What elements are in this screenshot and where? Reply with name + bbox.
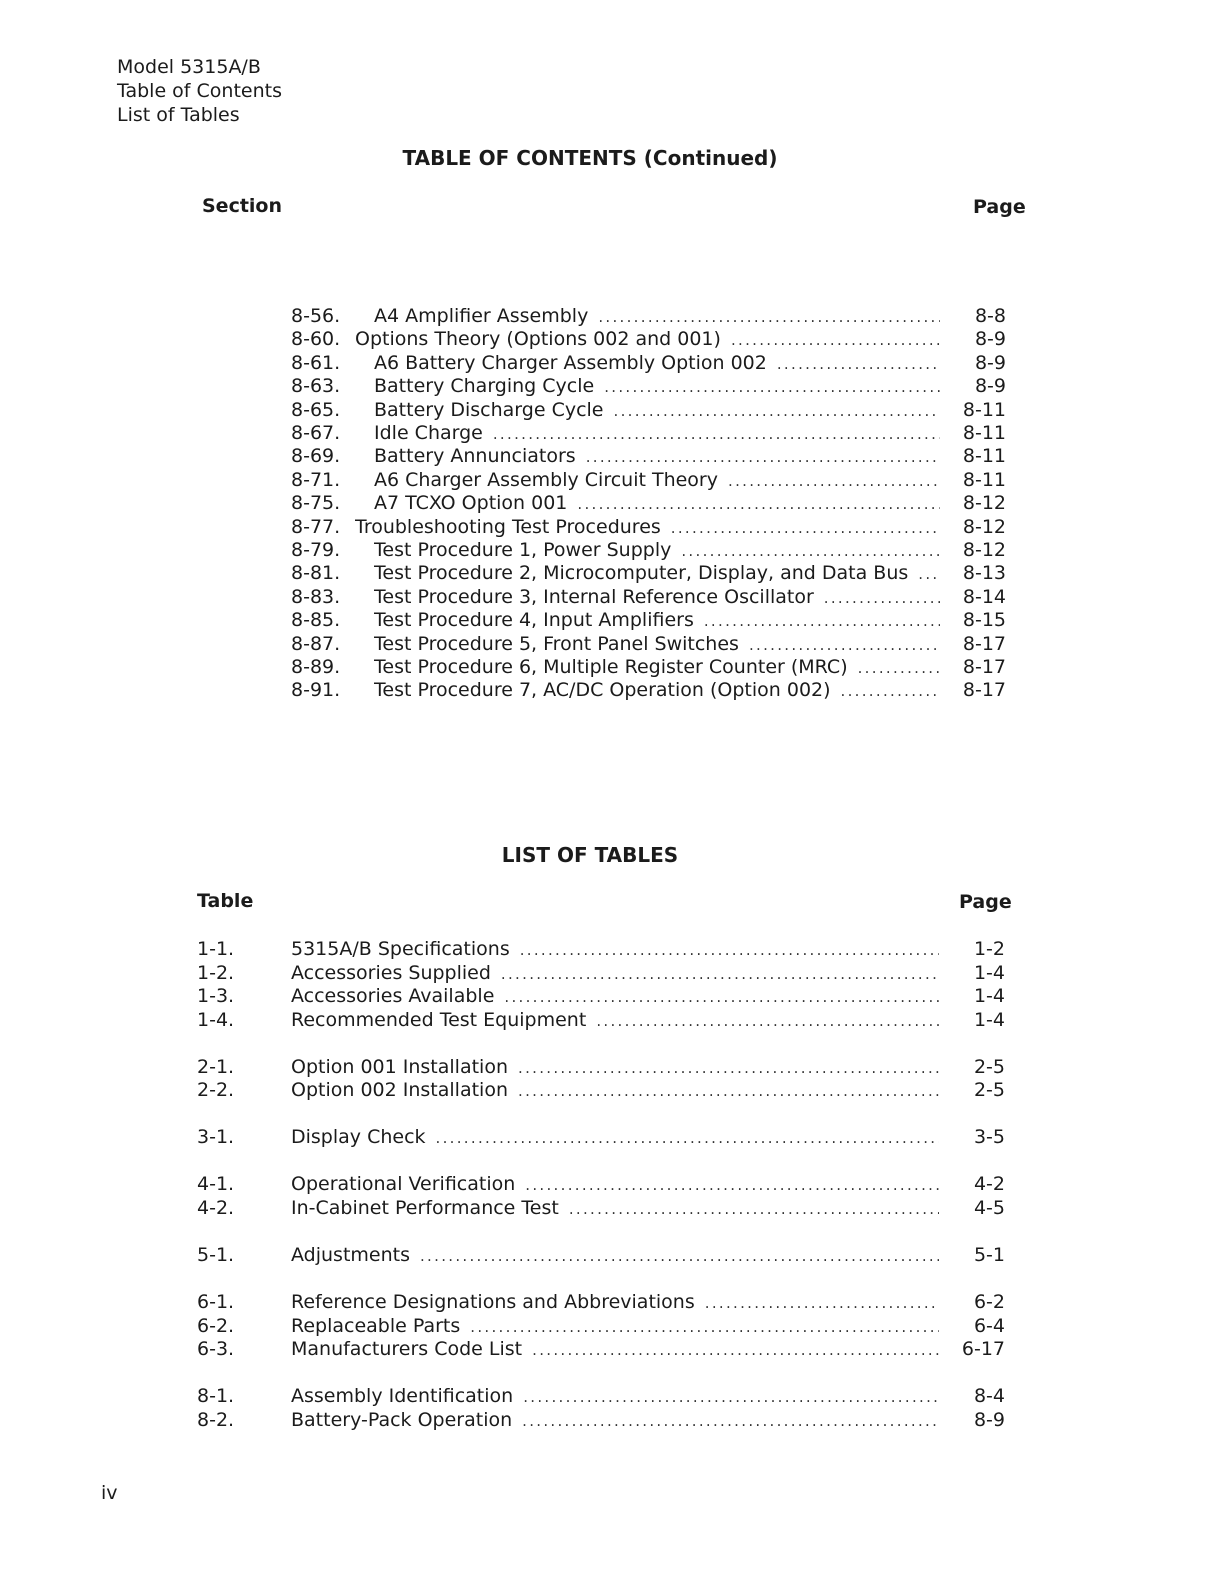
entry-number: 8-89. <box>291 656 341 678</box>
lot-entry <box>197 1384 1005 1408</box>
entry-title: Options Theory (Options 002 and 001) <box>355 328 721 351</box>
dot-leader <box>520 938 939 962</box>
entry-number: 8-85. <box>291 609 341 632</box>
entry-number: 4-2. <box>197 1197 235 1219</box>
lot-entry <box>197 1078 1005 1102</box>
dot-leader <box>731 328 940 352</box>
lot-entry <box>197 1125 1005 1149</box>
entry-title: Idle Charge <box>374 422 483 444</box>
dot-leader <box>522 1409 939 1433</box>
dot-leader <box>749 633 940 657</box>
dot-leader <box>504 985 939 1009</box>
entry-page: 8-11 <box>962 445 1006 468</box>
entry-page: 8-9 <box>974 351 1006 374</box>
entry-number: 2-2. <box>197 1079 235 1102</box>
entry-number: 8-81. <box>291 562 341 585</box>
entry-page: 8-11 <box>962 422 1006 444</box>
dot-leader <box>704 609 940 633</box>
entry-number: 6-3. <box>197 1338 235 1361</box>
lot-entry <box>197 1196 1005 1220</box>
dot-leader <box>532 1338 939 1362</box>
toc-page-header: Page <box>973 196 1026 218</box>
entry-page: 1-4 <box>973 961 1005 984</box>
entry-page: 8-11 <box>962 468 1006 491</box>
lot-entry <box>197 1408 1005 1432</box>
entry-number: 8-67. <box>291 422 341 444</box>
entry-title: Battery Annunciators <box>374 445 576 468</box>
toc-entry <box>291 327 1006 351</box>
entry-page: 5-1 <box>973 1244 1005 1266</box>
toc-entry <box>291 304 1006 328</box>
entry-page: 6-17 <box>961 1338 1005 1361</box>
entry-title: Accessories Supplied <box>291 961 491 984</box>
entry-title: Accessories Available <box>291 985 495 1008</box>
entry-number: 8-87. <box>291 632 341 655</box>
dot-leader <box>569 1197 939 1221</box>
entry-page: 6-4 <box>973 1314 1005 1337</box>
dot-leader <box>518 1056 939 1080</box>
dot-leader <box>728 469 940 493</box>
entry-number: 1-1. <box>197 938 235 960</box>
entry-title: Test Procedure 5, Front Panel Switches <box>374 632 739 655</box>
toc-entry <box>291 538 1006 562</box>
toc-entry <box>291 444 1006 468</box>
entry-title: Battery-Pack Operation <box>291 1408 513 1431</box>
entry-title: Test Procedure 1, Power Supply <box>374 539 672 561</box>
lot-title: LIST OF TABLES <box>501 843 679 867</box>
toc-label: Table of Contents <box>117 80 282 102</box>
entry-page: 8-9 <box>973 1408 1005 1431</box>
entry-title: Battery Charging Cycle <box>374 375 595 398</box>
entry-title: Reference Designations and Abbreviations <box>291 1291 695 1313</box>
entry-page: 8-12 <box>962 492 1006 515</box>
lot-label: List of Tables <box>117 104 240 126</box>
entry-page: 4-2 <box>973 1173 1005 1196</box>
dot-leader <box>705 1291 939 1315</box>
dot-leader <box>824 586 940 610</box>
entry-page: 1-2 <box>973 938 1005 960</box>
entry-title: Display Check <box>291 1126 426 1149</box>
lot-entry <box>197 1172 1005 1196</box>
dot-leader <box>436 1126 939 1150</box>
entry-title: Replaceable Parts <box>291 1314 461 1337</box>
entry-number: 8-71. <box>291 468 341 491</box>
entry-number: 8-56. <box>291 305 341 327</box>
dot-leader <box>671 516 940 540</box>
entry-title: A6 Charger Assembly Circuit Theory <box>374 468 718 491</box>
entry-page: 4-5 <box>973 1197 1005 1219</box>
entry-number: 8-77. <box>291 515 341 538</box>
lot-entry <box>197 1243 1005 1267</box>
entry-number: 8-65. <box>291 398 341 421</box>
entry-title: Recommended Test Equipment <box>291 1008 587 1031</box>
toc-entry <box>291 515 1006 539</box>
entry-title: A7 TCXO Option 001 <box>374 492 568 515</box>
dot-leader <box>614 399 941 423</box>
entry-page: 6-2 <box>973 1291 1005 1313</box>
entry-title: Test Procedure 4, Input Amplifiers <box>374 609 694 632</box>
toc-entry <box>291 585 1006 609</box>
entry-title: In-Cabinet Performance Test <box>291 1197 559 1219</box>
entry-number: 8-75. <box>291 492 341 515</box>
lot-entry <box>197 1008 1005 1032</box>
entry-number: 1-3. <box>197 985 235 1008</box>
dot-leader <box>525 1173 939 1197</box>
entry-page: 2-5 <box>973 1079 1005 1102</box>
toc-entry <box>291 491 1006 515</box>
dot-leader <box>604 375 940 399</box>
entry-number: 6-1. <box>197 1291 235 1313</box>
lot-entry <box>197 961 1005 985</box>
entry-number: 1-4. <box>197 1008 235 1031</box>
dot-leader <box>841 679 940 703</box>
toc-entry <box>291 655 1006 679</box>
entry-title: Operational Verification <box>291 1173 516 1196</box>
entry-number: 8-79. <box>291 539 341 561</box>
entry-title: Option 001 Installation <box>291 1055 508 1078</box>
entry-page: 1-4 <box>973 985 1005 1008</box>
toc-entry <box>291 632 1006 656</box>
entry-number: 1-2. <box>197 961 235 984</box>
lot-page-header: Page <box>959 891 1012 913</box>
toc-section-header: Section <box>202 195 283 217</box>
entry-page: 8-4 <box>973 1385 1005 1408</box>
lot-entry <box>197 1314 1005 1338</box>
dot-leader <box>470 1315 939 1339</box>
entry-number: 3-1. <box>197 1126 235 1149</box>
entry-title: Assembly Identification <box>291 1385 514 1408</box>
dot-leader <box>501 962 939 986</box>
dot-leader <box>577 492 940 516</box>
toc-title: TABLE OF CONTENTS (Continued) <box>402 146 778 170</box>
entry-title: 5315A/B Specifications <box>291 938 510 960</box>
entry-title: Test Procedure 7, AC/DC Operation (Option 002) <box>374 679 831 702</box>
entry-page: 8-11 <box>962 398 1006 421</box>
entry-title: Test Procedure 3, Internal Reference Oscillator <box>374 585 814 608</box>
entry-page: 8-13 <box>962 562 1006 585</box>
dot-leader <box>596 1009 939 1033</box>
running-header <box>117 55 282 127</box>
dot-leader <box>681 539 940 563</box>
dot-leader <box>858 656 940 680</box>
entry-number: 8-61. <box>291 351 341 374</box>
entry-number: 6-2. <box>197 1314 235 1337</box>
entry-number: 8-69. <box>291 445 341 468</box>
dot-leader <box>523 1385 939 1409</box>
lot-entry <box>197 1055 1005 1079</box>
entry-page: 1-4 <box>973 1008 1005 1031</box>
entry-number: 8-83. <box>291 585 341 608</box>
entry-title: Test Procedure 6, Multiple Register Counter (MRC) <box>374 656 848 678</box>
entry-page: 3-5 <box>973 1126 1005 1149</box>
dot-leader <box>777 352 940 376</box>
entry-number: 8-2. <box>197 1408 235 1431</box>
toc-entry <box>291 561 1006 585</box>
model-label: Model 5315A/B <box>117 56 261 78</box>
toc-entry <box>291 421 1006 445</box>
entry-page: 2-5 <box>973 1055 1005 1078</box>
entry-title: A4 Amplifier Assembly <box>374 305 589 327</box>
entry-title: Option 002 Installation <box>291 1079 508 1102</box>
dot-leader <box>598 305 940 329</box>
dot-leader <box>518 1079 939 1103</box>
entry-title: Battery Discharge Cycle <box>374 398 604 421</box>
entry-number: 8-91. <box>291 679 341 702</box>
page-number: iv <box>101 1482 118 1504</box>
toc-entry <box>291 351 1006 375</box>
dot-leader <box>586 445 940 469</box>
entry-page: 8-15 <box>962 609 1006 632</box>
lot-entry <box>197 1337 1005 1361</box>
entry-title: Troubleshooting Test Procedures <box>355 515 661 538</box>
entry-page: 8-17 <box>962 679 1006 702</box>
entry-page: 8-12 <box>962 539 1006 561</box>
lot-table-header: Table <box>197 890 254 912</box>
toc-entry <box>291 374 1006 398</box>
dot-leader <box>493 422 940 446</box>
dot-leader <box>918 562 940 586</box>
entry-number: 8-60. <box>291 328 341 351</box>
toc-entry <box>291 608 1006 632</box>
entry-number: 8-63. <box>291 375 341 398</box>
entry-page: 8-8 <box>974 305 1006 327</box>
entry-page: 8-14 <box>962 585 1006 608</box>
entry-page: 8-9 <box>974 375 1006 398</box>
entry-number: 4-1. <box>197 1173 235 1196</box>
toc-entry <box>291 398 1006 422</box>
entry-title: Adjustments <box>291 1244 410 1266</box>
entry-page: 8-17 <box>962 632 1006 655</box>
entry-title: Manufacturers Code List <box>291 1338 523 1361</box>
entry-page: 8-17 <box>962 656 1006 678</box>
entry-number: 8-1. <box>197 1385 235 1408</box>
toc-entry <box>291 468 1006 492</box>
entry-page: 8-12 <box>962 515 1006 538</box>
lot-entry <box>197 1290 1005 1314</box>
lot-entry <box>197 937 1005 961</box>
entry-number: 5-1. <box>197 1244 235 1266</box>
entry-number: 2-1. <box>197 1055 235 1078</box>
entry-title: A6 Battery Charger Assembly Option 002 <box>374 351 767 374</box>
lot-entry <box>197 984 1005 1008</box>
entry-page: 8-9 <box>974 328 1006 351</box>
entry-title: Test Procedure 2, Microcomputer, Display, and Data Bus <box>374 562 909 585</box>
toc-entry <box>291 678 1006 702</box>
dot-leader <box>420 1244 939 1268</box>
